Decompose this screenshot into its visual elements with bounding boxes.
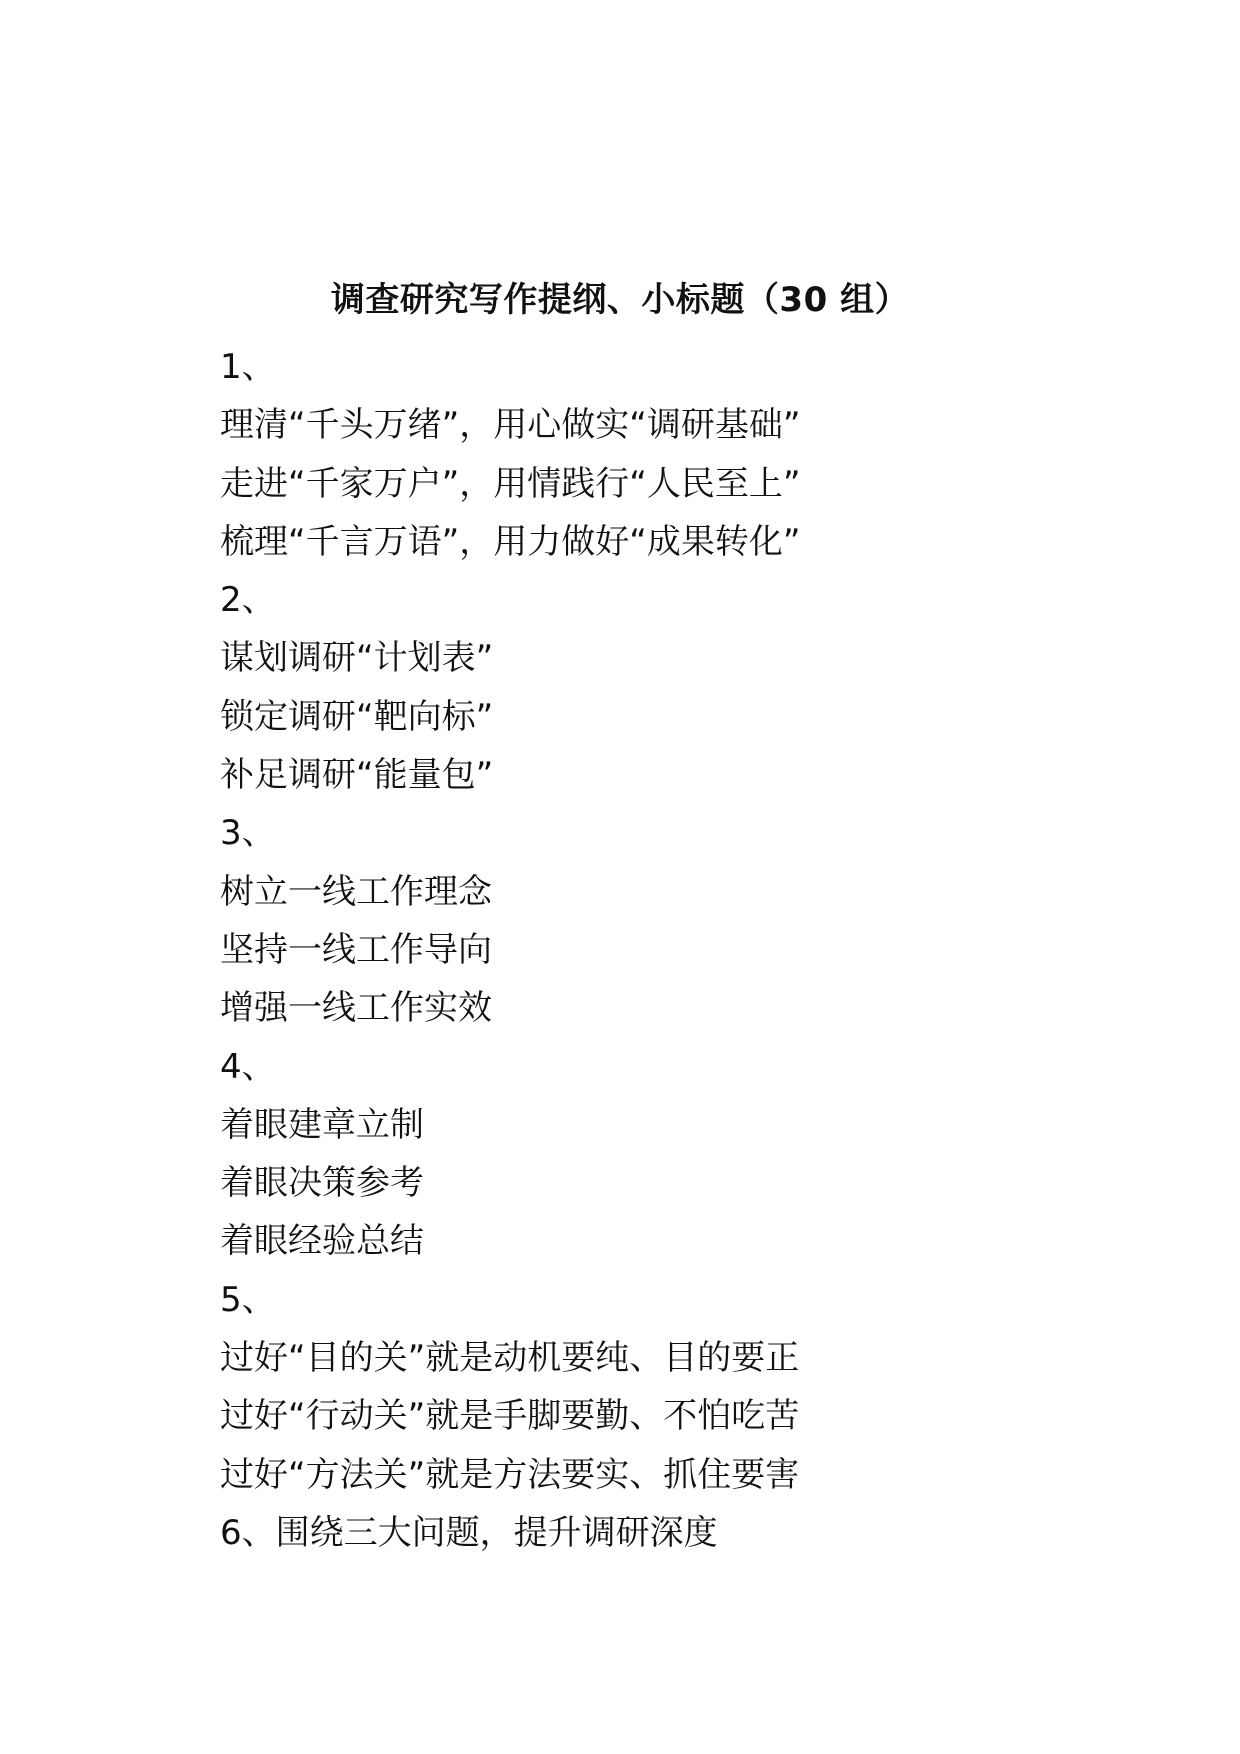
section-number: 4、 — [220, 1046, 276, 1087]
subheading-line: 坚持一线工作导向 — [220, 929, 492, 970]
section-number: 5、 — [220, 1279, 276, 1320]
subheading-line: 补足调研“能量包” — [220, 755, 494, 796]
subheading-line: 着眼建章立制 — [220, 1104, 424, 1145]
subheading-line: 谋划调研“计划表” — [220, 638, 494, 679]
subheading-line: 梳理“千言万语”，用力做好“成果转化” — [220, 521, 801, 562]
document-title: 调查研究写作提纲、小标题（30 组） — [330, 280, 910, 320]
subheading-line: 走进“千家万户”，用情践行“人民至上” — [220, 463, 801, 504]
subheading-line: 理清“千头万绪”，用心做实“调研基础” — [220, 405, 801, 446]
subheading-line: 着眼决策参考 — [220, 1163, 424, 1204]
subheading-line: 着眼经验总结 — [220, 1221, 424, 1262]
section-number: 1、 — [220, 347, 276, 387]
section-number: 3、 — [220, 813, 276, 854]
subheading-line: 过好“方法关”就是方法要实、抓住要害 — [220, 1454, 800, 1495]
subheading-line: 过好“行动关”就是手脚要勤、不怕吃苦 — [220, 1396, 800, 1437]
section-number: 2、 — [220, 580, 276, 621]
subheading-line: 过好“目的关”就是动机要纯、目的要正 — [220, 1338, 800, 1379]
subheading-line: 增强一线工作实效 — [220, 988, 492, 1029]
subheading-line: 树立一线工作理念 — [220, 871, 492, 912]
document-body — [220, 338, 1120, 1562]
section-heading: 6、围绕三大问题，提升调研深度 — [220, 1512, 718, 1553]
subheading-line: 锁定调研“靶向标” — [220, 696, 494, 737]
